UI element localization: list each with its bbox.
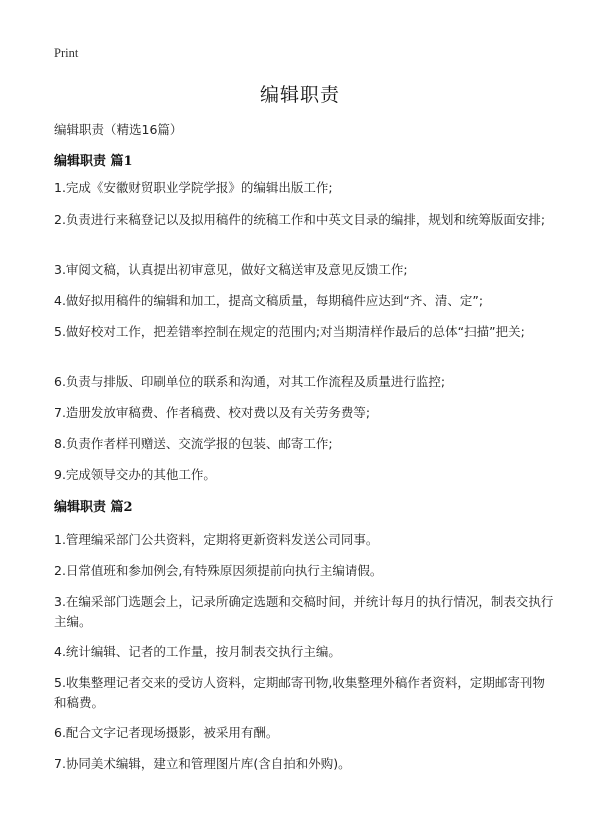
document-subtitle: 编辑职责（精选16篇） [54,122,183,137]
list-item: 7.协同美术编辑，建立和管理图片库(含自拍和外购)。 [54,756,351,771]
list-item: 6.配合文字记者现场摄影，被采用有酬。 [54,725,279,740]
list-item: 1.完成《安徽财贸职业学院学报》的编辑出版工作; [54,180,333,195]
list-item: 8.负责作者样刊赠送、交流学报的包装、邮寄工作; [54,436,333,451]
list-item: 7.造册发放审稿费、作者稿费、校对费以及有关劳务费等; [54,405,371,420]
list-item: 5.收集整理记者交来的受访人资料，定期邮寄刊物,收集整理外稿作者资料，定期邮寄刊物和稿费。 [54,675,545,710]
list-item: 4.做好拟用稿件的编辑和加工，提高文稿质量，每期稿件应达到“齐、清、定”; [54,293,484,308]
list-item: 3.在编采部门选题会上，记录所确定选题和交稿时间，并统计每月的执行情况，制表交执行主编。 [54,594,554,629]
list-item: 6.负责与排版、印刷单位的联系和沟通，对其工作流程及质量进行监控; [54,374,446,389]
list-item: 1.管理编采部门公共资料，定期将更新资料发送公司同事。 [54,532,379,547]
list-item: 3.审阅文稿，认真提出初审意见，做好文稿送审及意见反馈工作; [54,262,408,277]
list-item: 2.负责进行来稿登记以及拟用稿件的统稿工作和中英文目录的编排，规划和统筹版面安排; [54,212,546,227]
section-heading-1: 编辑职责 篇1 [54,154,133,169]
document-title: 编辑职责 [259,84,340,106]
list-item: 5.做好校对工作，把差错率控制在规定的范围内;对当期清样作最后的总体“扫描”把关; [54,324,525,339]
print-label: Print [54,46,79,60]
list-item: 9.完成领导交办的其他工作。 [54,467,216,482]
list-item: 2.日常值班和参加例会,有特殊原因须提前向执行主编请假。 [54,563,383,578]
section-heading-2: 编辑职责 篇2 [54,500,133,515]
list-item: 4.统计编辑、记者的工作量，按月制表交执行主编。 [54,644,341,659]
